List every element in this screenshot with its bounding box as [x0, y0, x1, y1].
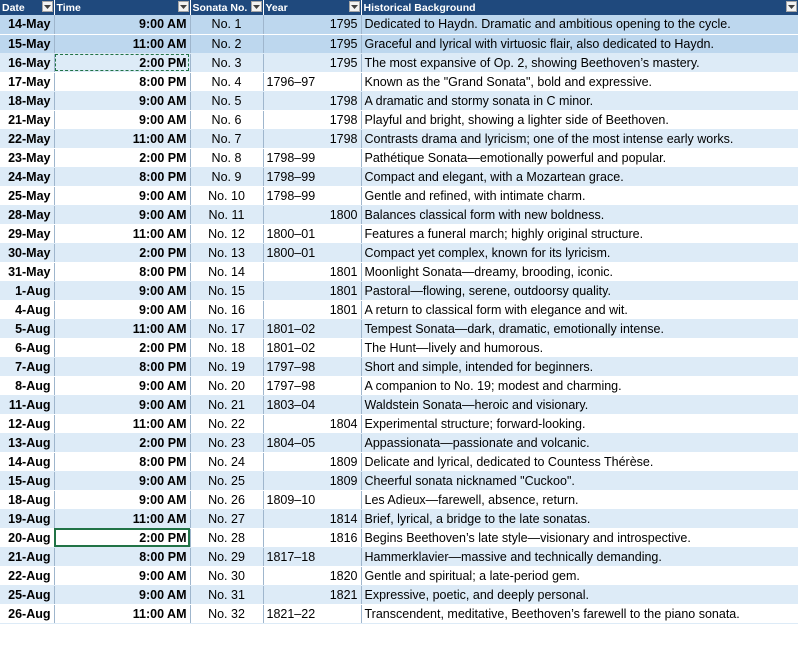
filter-dropdown-icon[interactable] — [42, 1, 53, 12]
cell-year[interactable]: 1798 — [263, 129, 361, 148]
table-row — [0, 395, 798, 414]
cell-time[interactable]: 9:00 AM — [54, 186, 190, 205]
header-background[interactable] — [361, 0, 798, 15]
filter-dropdown-icon[interactable] — [178, 1, 189, 12]
cell-historical-background[interactable]: Experimental structure; forward-looking. — [361, 414, 798, 433]
cell-date[interactable]: 15-Aug — [0, 471, 54, 490]
cell-time[interactable]: 2:00 PM — [54, 338, 190, 357]
cell-sonata-no[interactable]: No. 18 — [190, 338, 263, 357]
cell-sonata-no[interactable]: No. 6 — [190, 110, 263, 129]
cell-date[interactable]: 1-Aug — [0, 281, 54, 300]
cell-date[interactable]: 31-May — [0, 262, 54, 281]
cell-sonata-no[interactable]: No. 24 — [190, 452, 263, 471]
table-row — [0, 452, 798, 471]
cell-time[interactable]: 8:00 PM — [54, 357, 190, 376]
cell-year[interactable]: 1809 — [263, 471, 361, 490]
cell-date[interactable]: 17-May — [0, 72, 54, 91]
header-sonata[interactable] — [190, 0, 263, 15]
cell-date[interactable]: 18-May — [0, 91, 54, 110]
cell-date[interactable]: 21-Aug — [0, 547, 54, 566]
cell-historical-background[interactable]: Graceful and lyrical with virtuosic flair, also dedicated to Haydn. — [361, 34, 798, 53]
cell-date[interactable]: 4-Aug — [0, 300, 54, 319]
cell-historical-background[interactable]: Brief, lyrical, a bridge to the late sonatas. — [361, 509, 798, 528]
table-row — [0, 547, 798, 566]
table-row — [0, 224, 798, 243]
header-year-label: Year — [265, 1, 288, 14]
cell-sonata-no[interactable]: No. 17 — [190, 319, 263, 338]
cell-year[interactable]: 1797–98 — [263, 376, 361, 395]
cell-time[interactable]: 2:00 PM — [54, 243, 190, 262]
cell-sonata-no[interactable]: No. 5 — [190, 91, 263, 110]
cell-sonata-no[interactable]: No. 25 — [190, 471, 263, 490]
cell-date[interactable]: 30-May — [0, 243, 54, 262]
cell-date[interactable]: 6-Aug — [0, 338, 54, 357]
cell-year[interactable]: 1821 — [263, 585, 361, 604]
cell-historical-background[interactable]: Begins Beethoven’s late style—visionary and introspective. — [361, 528, 798, 547]
cell-date[interactable]: 5-Aug — [0, 319, 54, 338]
cell-year[interactable]: 1795 — [263, 53, 361, 72]
cell-year[interactable]: 1809 — [263, 452, 361, 471]
table-row — [0, 129, 798, 148]
cell-sonata-no[interactable]: No. 12 — [190, 224, 263, 243]
cell-year[interactable]: 1801 — [263, 262, 361, 281]
cell-historical-background[interactable]: Moonlight Sonata—dreamy, brooding, iconic. — [361, 262, 798, 281]
filter-dropdown-icon[interactable] — [251, 1, 262, 12]
cell-historical-background[interactable]: Transcendent, meditative, Beethoven’s farewell to the piano sonata. — [361, 604, 798, 623]
cell-historical-background[interactable]: Hammerklavier—massive and technically demanding. — [361, 547, 798, 566]
cell-historical-background[interactable]: Tempest Sonata—dark, dramatic, emotionally intense. — [361, 319, 798, 338]
cell-time[interactable]: 2:00 PM — [54, 148, 190, 167]
header-date-label: Date — [2, 1, 25, 14]
cell-year[interactable]: 1814 — [263, 509, 361, 528]
cell-historical-background[interactable]: Les Adieux—farewell, absence, return. — [361, 490, 798, 509]
cell-year[interactable]: 1801 — [263, 281, 361, 300]
cell-sonata-no[interactable]: No. 4 — [190, 72, 263, 91]
cell-sonata-no[interactable]: No. 16 — [190, 300, 263, 319]
cell-time[interactable]: 8:00 PM — [54, 262, 190, 281]
header-date[interactable] — [0, 0, 54, 15]
cell-time[interactable]: 2:00 PM — [54, 528, 190, 547]
cell-year[interactable]: 1821–22 — [263, 604, 361, 623]
cell-date[interactable]: 13-Aug — [0, 433, 54, 452]
cell-sonata-no[interactable]: No. 2 — [190, 34, 263, 53]
cell-historical-background[interactable]: Playful and bright, showing a lighter side of Beethoven. — [361, 110, 798, 129]
cell-date[interactable]: 15-May — [0, 34, 54, 53]
cell-year[interactable]: 1820 — [263, 566, 361, 585]
cell-year[interactable]: 1809–10 — [263, 490, 361, 509]
table-row — [0, 15, 798, 34]
table-row — [0, 205, 798, 224]
cell-historical-background[interactable]: Pathétique Sonata—emotionally powerful and popular. — [361, 148, 798, 167]
cell-historical-background[interactable]: Contrasts drama and lyricism; one of the most intense early works. — [361, 129, 798, 148]
cell-historical-background[interactable]: Dedicated to Haydn. Dramatic and ambitious opening to the cycle. — [361, 15, 798, 34]
cell-sonata-no[interactable]: No. 13 — [190, 243, 263, 262]
cell-year[interactable]: 1795 — [263, 15, 361, 34]
cell-historical-background[interactable]: The Hunt—lively and humorous. — [361, 338, 798, 357]
cell-time[interactable]: 2:00 PM — [54, 53, 190, 72]
table-row — [0, 167, 798, 186]
cell-historical-background[interactable]: Compact and elegant, with a Mozartean grace. — [361, 167, 798, 186]
cell-historical-background[interactable]: The most expansive of Op. 2, showing Beethoven’s mastery. — [361, 53, 798, 72]
cell-date[interactable]: 19-Aug — [0, 509, 54, 528]
table-row — [0, 433, 798, 452]
cell-sonata-no[interactable]: No. 3 — [190, 53, 263, 72]
filter-dropdown-icon[interactable] — [349, 1, 360, 12]
table-row — [0, 509, 798, 528]
cell-year[interactable]: 1804–05 — [263, 433, 361, 452]
cell-sonata-no[interactable]: No. 23 — [190, 433, 263, 452]
cell-sonata-no[interactable]: No. 7 — [190, 129, 263, 148]
cell-sonata-no[interactable]: No. 10 — [190, 186, 263, 205]
table-row — [0, 72, 798, 91]
cell-time[interactable]: 8:00 PM — [54, 167, 190, 186]
cell-historical-background[interactable]: A companion to No. 19; modest and charming. — [361, 376, 798, 395]
table-row — [0, 376, 798, 395]
cell-date[interactable]: 14-Aug — [0, 452, 54, 471]
cell-sonata-no[interactable]: No. 19 — [190, 357, 263, 376]
table-row — [0, 91, 798, 110]
cell-sonata-no[interactable]: No. 15 — [190, 281, 263, 300]
cell-date[interactable]: 11-Aug — [0, 395, 54, 414]
cell-historical-background[interactable]: Pastoral—flowing, serene, outdoorsy quality. — [361, 281, 798, 300]
cell-date[interactable]: 8-Aug — [0, 376, 54, 395]
cell-time[interactable]: 9:00 AM — [54, 205, 190, 224]
cell-sonata-no[interactable]: No. 26 — [190, 490, 263, 509]
cell-sonata-no[interactable]: No. 8 — [190, 148, 263, 167]
cell-time[interactable]: 8:00 PM — [54, 72, 190, 91]
cell-historical-background[interactable]: Short and simple, intended for beginners. — [361, 357, 798, 376]
cell-date[interactable]: 18-Aug — [0, 490, 54, 509]
cell-year[interactable]: 1816 — [263, 528, 361, 547]
cell-date[interactable]: 16-May — [0, 53, 54, 72]
table-row — [0, 566, 798, 585]
cell-time[interactable]: 9:00 AM — [54, 110, 190, 129]
cell-time[interactable]: 11:00 AM — [54, 414, 190, 433]
table-row — [0, 110, 798, 129]
table-row — [0, 148, 798, 167]
cell-year[interactable]: 1804 — [263, 414, 361, 433]
cell-year[interactable]: 1800 — [263, 205, 361, 224]
cell-historical-background[interactable]: Expressive, poetic, and deeply personal. — [361, 585, 798, 604]
table-row — [0, 186, 798, 205]
table-row — [0, 53, 798, 72]
cell-year[interactable]: 1800–01 — [263, 243, 361, 262]
cell-historical-background[interactable]: Features a funeral march; highly original structure. — [361, 224, 798, 243]
cell-historical-background[interactable]: Gentle and spiritual; a late-period gem. — [361, 566, 798, 585]
cell-time[interactable]: 9:00 AM — [54, 376, 190, 395]
cell-time[interactable]: 11:00 AM — [54, 34, 190, 53]
table-row — [0, 262, 798, 281]
header-time-label: Time — [56, 1, 81, 14]
cell-time[interactable]: 9:00 AM — [54, 471, 190, 490]
cell-year[interactable]: 1798–99 — [263, 186, 361, 205]
table-body — [0, 15, 798, 623]
cell-year[interactable]: 1798–99 — [263, 148, 361, 167]
cell-year[interactable]: 1801–02 — [263, 338, 361, 357]
cell-time[interactable]: 11:00 AM — [54, 319, 190, 338]
cell-historical-background[interactable]: Balances classical form with new boldness. — [361, 205, 798, 224]
cell-year[interactable]: 1798 — [263, 91, 361, 110]
cell-time[interactable]: 9:00 AM — [54, 91, 190, 110]
cell-sonata-no[interactable]: No. 27 — [190, 509, 263, 528]
cell-date[interactable]: 22-May — [0, 129, 54, 148]
header-sonata-label: Sonata No. — [192, 1, 248, 14]
cell-historical-background[interactable]: Gentle and refined, with intimate charm. — [361, 186, 798, 205]
cell-sonata-no[interactable]: No. 21 — [190, 395, 263, 414]
cell-sonata-no[interactable]: No. 14 — [190, 262, 263, 281]
table-row — [0, 338, 798, 357]
table-row — [0, 243, 798, 262]
header-year[interactable] — [263, 0, 361, 15]
cell-year[interactable]: 1795 — [263, 34, 361, 53]
table-row — [0, 319, 798, 338]
cell-time[interactable]: 2:00 PM — [54, 433, 190, 452]
cell-time[interactable]: 9:00 AM — [54, 281, 190, 300]
cell-sonata-no[interactable]: No. 29 — [190, 547, 263, 566]
cell-date[interactable]: 25-Aug — [0, 585, 54, 604]
cell-year[interactable]: 1801–02 — [263, 319, 361, 338]
cell-year[interactable]: 1801 — [263, 300, 361, 319]
cell-historical-background[interactable]: Compact yet complex, known for its lyricism. — [361, 243, 798, 262]
table-row — [0, 528, 798, 547]
cell-date[interactable]: 25-May — [0, 186, 54, 205]
cell-sonata-no[interactable]: No. 20 — [190, 376, 263, 395]
cell-year[interactable]: 1796–97 — [263, 72, 361, 91]
table-row — [0, 585, 798, 604]
cell-time[interactable]: 11:00 AM — [54, 224, 190, 243]
cell-time[interactable]: 9:00 AM — [54, 15, 190, 34]
cell-historical-background[interactable]: A dramatic and stormy sonata in C minor. — [361, 91, 798, 110]
table-row — [0, 471, 798, 490]
cell-sonata-no[interactable]: No. 11 — [190, 205, 263, 224]
cell-time[interactable]: 9:00 AM — [54, 566, 190, 585]
cell-date[interactable]: 14-May — [0, 15, 54, 34]
table-row — [0, 604, 798, 623]
cell-date[interactable]: 24-May — [0, 167, 54, 186]
cell-historical-background[interactable]: Known as the "Grand Sonata", bold and expressive. — [361, 72, 798, 91]
cell-date[interactable]: 20-Aug — [0, 528, 54, 547]
cell-time[interactable]: 9:00 AM — [54, 585, 190, 604]
cell-time[interactable]: 9:00 AM — [54, 395, 190, 414]
cell-time[interactable]: 8:00 PM — [54, 547, 190, 566]
filter-dropdown-icon[interactable] — [786, 1, 797, 12]
cell-year[interactable]: 1798–99 — [263, 167, 361, 186]
cell-year[interactable]: 1817–18 — [263, 547, 361, 566]
cell-sonata-no[interactable]: No. 1 — [190, 15, 263, 34]
cell-year[interactable]: 1803–04 — [263, 395, 361, 414]
cell-sonata-no[interactable]: No. 32 — [190, 604, 263, 623]
table-row — [0, 281, 798, 300]
cell-year[interactable]: 1800–01 — [263, 224, 361, 243]
cell-sonata-no[interactable]: No. 28 — [190, 528, 263, 547]
header-time[interactable] — [54, 0, 190, 15]
cell-sonata-no[interactable]: No. 31 — [190, 585, 263, 604]
cell-historical-background[interactable]: Cheerful sonata nicknamed "Cuckoo". — [361, 471, 798, 490]
cell-date[interactable]: 29-May — [0, 224, 54, 243]
table-row — [0, 357, 798, 376]
cell-historical-background[interactable]: Waldstein Sonata—heroic and visionary. — [361, 395, 798, 414]
cell-date[interactable]: 12-Aug — [0, 414, 54, 433]
cell-date[interactable]: 22-Aug — [0, 566, 54, 585]
table-row — [0, 414, 798, 433]
cell-time[interactable]: 11:00 AM — [54, 509, 190, 528]
table-row — [0, 490, 798, 509]
cell-historical-background[interactable]: A return to classical form with elegance and wit. — [361, 300, 798, 319]
cell-time[interactable]: 9:00 AM — [54, 300, 190, 319]
cell-time[interactable]: 8:00 PM — [54, 452, 190, 471]
cell-date[interactable]: 28-May — [0, 205, 54, 224]
cell-historical-background[interactable]: Delicate and lyrical, dedicated to Countess Thérèse. — [361, 452, 798, 471]
cell-time[interactable]: 9:00 AM — [54, 490, 190, 509]
cell-year[interactable]: 1798 — [263, 110, 361, 129]
header-background-label: Historical Background — [363, 1, 476, 14]
cell-date[interactable]: 21-May — [0, 110, 54, 129]
cell-time[interactable]: 11:00 AM — [54, 129, 190, 148]
table-row — [0, 300, 798, 319]
cell-sonata-no[interactable]: No. 30 — [190, 566, 263, 585]
cell-historical-background[interactable]: Appassionata—passionate and volcanic. — [361, 433, 798, 452]
cell-date[interactable]: 26-Aug — [0, 604, 54, 623]
cell-sonata-no[interactable]: No. 9 — [190, 167, 263, 186]
header-row — [0, 0, 798, 15]
cell-time[interactable]: 11:00 AM — [54, 604, 190, 623]
cell-date[interactable]: 23-May — [0, 148, 54, 167]
cell-sonata-no[interactable]: No. 22 — [190, 414, 263, 433]
table-row — [0, 34, 798, 53]
cell-year[interactable]: 1797–98 — [263, 357, 361, 376]
cell-date[interactable]: 7-Aug — [0, 357, 54, 376]
